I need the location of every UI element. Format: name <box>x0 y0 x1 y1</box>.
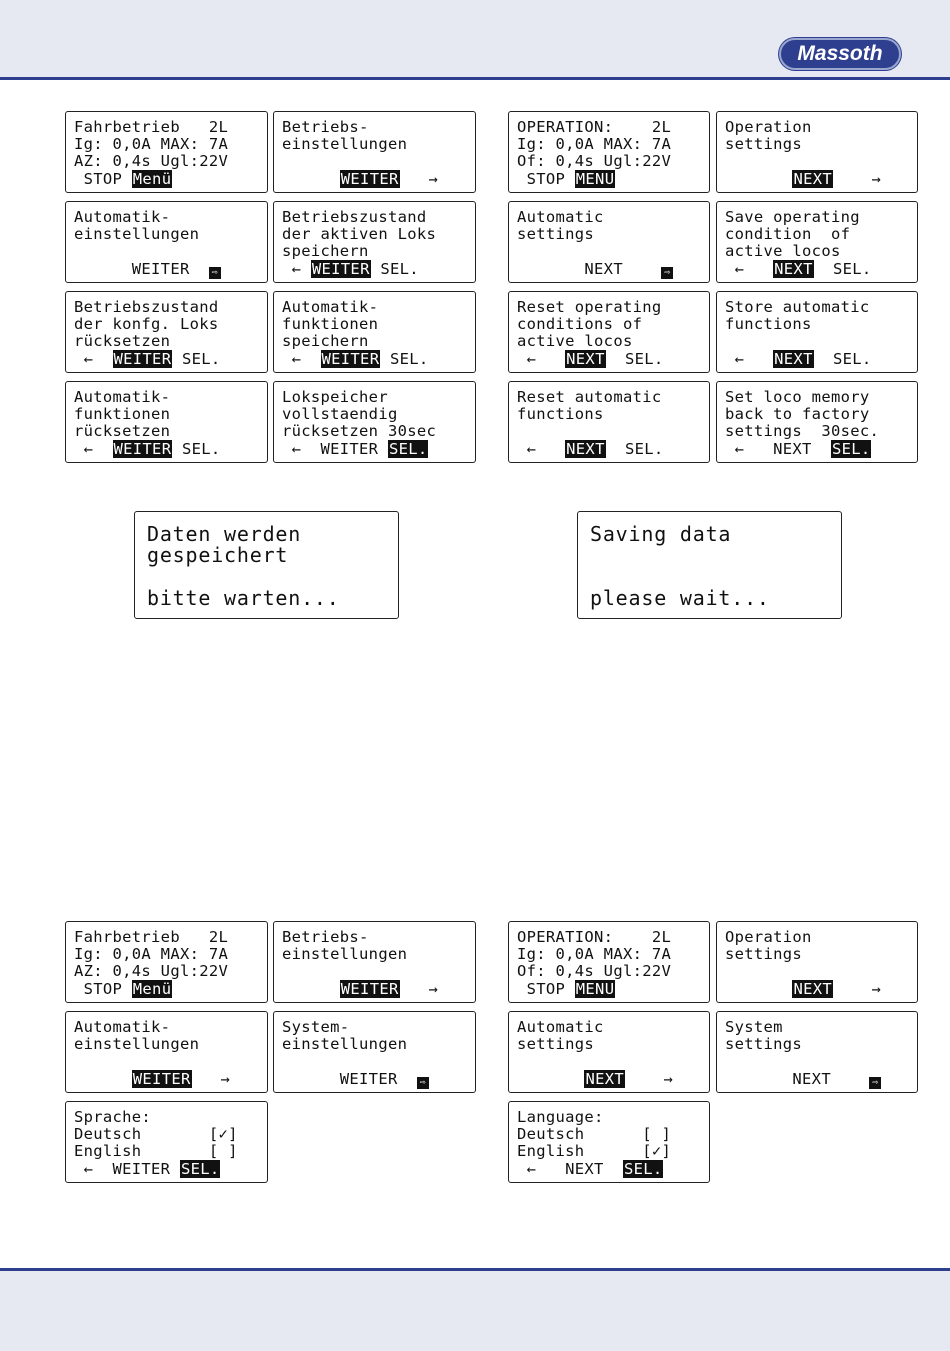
softkey-highlighted: WEITER <box>113 440 172 458</box>
screen-line-2: der konfg. Loks <box>74 315 219 333</box>
softkey-text: ← WEITER <box>74 1160 180 1178</box>
softkey-text <box>400 170 429 188</box>
softkey-text: STOP <box>74 170 132 188</box>
softkey-text <box>833 980 872 998</box>
screen-softkey-line <box>517 351 664 368</box>
enter-arrow-icon: ⇨ <box>417 1077 429 1089</box>
softkey-highlighted: NEXT <box>774 260 813 278</box>
screen-line-2: Deutsch [✓] <box>74 1125 238 1143</box>
bottom-right-screen <box>716 921 918 1003</box>
softkey-text: STOP <box>517 170 575 188</box>
softkey-highlighted: WEITER <box>132 1070 191 1088</box>
screen-softkey-line <box>282 351 429 368</box>
softkey-text: SEL. <box>813 260 872 278</box>
top-right-screen <box>716 201 918 283</box>
softkey-text: ← <box>725 260 774 278</box>
softkey-text: NEXT <box>517 260 662 278</box>
screen-softkey-line <box>282 1071 429 1089</box>
screen-line-1: Operation <box>725 118 812 136</box>
softkey-highlighted: SEL. <box>623 1160 663 1178</box>
softkey-text <box>74 1070 132 1088</box>
softkey-text: SEL. <box>172 350 221 368</box>
softkey-text: ← NEXT <box>517 1160 623 1178</box>
softkey-highlighted: WEITER <box>311 260 370 278</box>
top-left-screen <box>273 111 476 193</box>
screen-line-2: Ig: 0,0A MAX: 7A <box>74 135 229 153</box>
screen-line-1: Automatic <box>517 1018 604 1036</box>
screen-line-2: settings <box>725 945 803 963</box>
page-footer <box>0 1268 950 1351</box>
screen-line-3: English [✓] <box>517 1142 672 1160</box>
screen-line-2: einstellungen <box>74 1035 200 1053</box>
bottom-left-screen <box>65 921 268 1003</box>
screen-line-2: functions <box>517 405 604 423</box>
screen-line-1: Daten werden <box>147 522 302 546</box>
screen-line-2: einstellungen <box>282 945 408 963</box>
softkey-text: SEL. <box>380 350 429 368</box>
softkey-text: ← <box>725 350 774 368</box>
screen-line-2: back to factory <box>725 405 870 423</box>
screen-line-1: Sprache: <box>74 1108 152 1126</box>
screen-line-3: active locos <box>517 332 633 350</box>
screen-line-1: Betriebs- <box>282 118 369 136</box>
screen-softkey-line <box>725 351 872 368</box>
screen-line-3: active locos <box>725 242 841 260</box>
screen-line-1: System <box>725 1018 783 1036</box>
screen-softkey-line <box>517 261 673 279</box>
page-header <box>0 0 950 80</box>
softkey-highlighted: NEXT <box>793 980 832 998</box>
screen-line-2: funktionen <box>74 405 171 423</box>
softkey-highlighted: NEXT <box>566 440 605 458</box>
screen-line-3: AZ: 0,4s Ugl:22V <box>74 152 229 170</box>
softkey-text: ← <box>517 350 566 368</box>
screen-line-1: Fahrbetrieb 2L <box>74 118 229 136</box>
screen-line-2: vollstaendig <box>282 405 398 423</box>
screen-line-3: settings 30sec. <box>725 422 880 440</box>
top-left-screen <box>65 291 268 373</box>
saving-screen-en <box>577 511 842 619</box>
screen-line-2: einstellungen <box>282 1035 408 1053</box>
screen-softkey-line <box>517 981 615 998</box>
softkey-text: SEL. <box>605 350 664 368</box>
screen-line-2: Deutsch [ ] <box>517 1125 672 1143</box>
screen-line-2: settings <box>517 225 595 243</box>
softkey-highlighted: NEXT <box>585 1070 624 1088</box>
softkey-highlighted: WEITER <box>321 350 380 368</box>
softkey-text: ← <box>74 350 113 368</box>
arrow-right-icon: → <box>663 1070 674 1088</box>
arrow-right-icon: → <box>428 980 439 998</box>
screen-line-1: Lokspeicher <box>282 388 388 406</box>
arrow-right-icon: → <box>220 1070 231 1088</box>
screen-line-2: Ig: 0,0A MAX: 7A <box>74 945 229 963</box>
top-left-screen <box>65 201 268 283</box>
screen-line-2: settings <box>725 135 803 153</box>
softkey-text: ← WEITER <box>282 440 388 458</box>
top-right-screen <box>508 111 710 193</box>
softkey-text <box>282 170 340 188</box>
softkey-text <box>192 1070 221 1088</box>
screen-line-2: settings <box>517 1035 595 1053</box>
softkey-highlighted: Menü <box>132 980 172 998</box>
softkey-text <box>625 1070 664 1088</box>
softkey-text: STOP <box>517 980 575 998</box>
screen-line-1: Store automatic <box>725 298 870 316</box>
top-right-screen <box>508 381 710 463</box>
softkey-highlighted: WEITER <box>340 980 399 998</box>
screen-line-2: settings <box>725 1035 803 1053</box>
softkey-highlighted: WEITER <box>113 350 172 368</box>
softkey-highlighted: MENU <box>575 170 615 188</box>
screen-softkey-line <box>74 981 172 998</box>
softkey-text: STOP <box>74 980 132 998</box>
screen-softkey-line <box>74 351 221 368</box>
screen-softkey-line <box>74 171 172 188</box>
screen-line-1: Save operating <box>725 208 860 226</box>
top-right-screen <box>716 111 918 193</box>
screen-line-1: OPERATION: 2L <box>517 118 672 136</box>
screen-line-1: Saving data <box>590 522 732 546</box>
softkey-text <box>400 980 429 998</box>
softkey-text: ← NEXT <box>725 440 831 458</box>
screen-line-3: rücksetzen 30sec <box>282 422 437 440</box>
softkey-highlighted: NEXT <box>793 170 832 188</box>
arrow-right-icon: → <box>871 980 882 998</box>
screen-softkey-line <box>517 1071 673 1088</box>
screen-line-2: condition of <box>725 225 851 243</box>
screen-line-2: Ig: 0,0A MAX: 7A <box>517 945 672 963</box>
screen-line-1: Betriebs- <box>282 928 369 946</box>
screen-softkey-line <box>282 441 428 458</box>
top-right-screen <box>508 291 710 373</box>
screen-line-1: Operation <box>725 928 812 946</box>
screen-line-1: OPERATION: 2L <box>517 928 672 946</box>
screen-softkey-line <box>725 171 881 188</box>
bottom-right-screen <box>716 1011 918 1093</box>
top-left-screen <box>65 111 268 193</box>
softkey-text: SEL. <box>605 440 664 458</box>
top-left-screen <box>273 291 476 373</box>
screen-line-1: Language: <box>517 1108 604 1126</box>
bottom-left-screen <box>273 921 476 1003</box>
screen-line-2: einstellungen <box>74 225 200 243</box>
massoth-logo: Massoth <box>779 38 901 70</box>
bottom-right-screen <box>508 1101 710 1183</box>
screen-line-1: Betriebszustand <box>282 208 427 226</box>
arrow-right-icon: → <box>428 170 439 188</box>
softkey-text: ← <box>282 350 321 368</box>
softkey-highlighted: Menü <box>132 170 172 188</box>
top-left-screen <box>273 381 476 463</box>
softkey-highlighted: NEXT <box>774 350 813 368</box>
softkey-text: ← <box>282 260 311 278</box>
screen-line-1: Reset automatic <box>517 388 662 406</box>
screen-softkey-line <box>282 261 419 278</box>
screen-softkey-line <box>74 1161 220 1178</box>
screen-softkey-line <box>74 261 221 279</box>
screen-line-3: speichern <box>282 242 369 260</box>
screen-softkey-line <box>517 441 664 458</box>
bottom-left-screen <box>65 1101 268 1183</box>
screen-softkey-line <box>517 1161 663 1178</box>
bottom-left-screen <box>65 1011 268 1093</box>
softkey-highlighted: NEXT <box>566 350 605 368</box>
softkey-highlighted: SEL. <box>831 440 871 458</box>
softkey-highlighted: SEL. <box>388 440 428 458</box>
screen-softkey-line <box>725 441 871 458</box>
screen-line-1: Automatik- <box>74 388 171 406</box>
screen-line-2: conditions of <box>517 315 643 333</box>
top-right-screen <box>716 381 918 463</box>
bottom-right-screen <box>508 921 710 1003</box>
screen-line-1: Reset operating <box>517 298 662 316</box>
softkey-text: ← <box>74 440 113 458</box>
arrow-right-icon: → <box>871 170 882 188</box>
screen-line-2: Ig: 0,0A MAX: 7A <box>517 135 672 153</box>
softkey-text: WEITER <box>282 1070 417 1088</box>
screen-line-4: please wait... <box>590 586 770 610</box>
screen-line-1: Betriebszustand <box>74 298 219 316</box>
enter-arrow-icon: ⇨ <box>869 1077 881 1089</box>
top-left-screen <box>65 381 268 463</box>
screen-line-1: Automatik- <box>74 1018 171 1036</box>
screen-line-3: speichern <box>282 332 369 350</box>
screen-line-2: einstellungen <box>282 135 408 153</box>
saving-screen-de <box>134 511 399 619</box>
softkey-text <box>725 980 792 998</box>
softkey-text <box>725 170 792 188</box>
bottom-left-screen <box>273 1011 476 1093</box>
screen-softkey-line <box>282 171 438 188</box>
enter-arrow-icon: ⇨ <box>661 267 673 279</box>
screen-line-3: Of: 0,4s Ugl:22V <box>517 152 672 170</box>
top-left-screen <box>273 201 476 283</box>
enter-arrow-icon: ⇨ <box>209 267 221 279</box>
screen-line-1: Fahrbetrieb 2L <box>74 928 229 946</box>
screen-line-1: Automatik- <box>74 208 171 226</box>
softkey-highlighted: MENU <box>575 980 615 998</box>
screen-line-1: System- <box>282 1018 350 1036</box>
screen-line-3: rücksetzen <box>74 332 171 350</box>
screen-line-1: Automatik- <box>282 298 379 316</box>
softkey-text <box>517 1070 584 1088</box>
softkey-text: SEL. <box>370 260 419 278</box>
softkey-highlighted: WEITER <box>340 170 399 188</box>
screen-line-3: English [ ] <box>74 1142 238 1160</box>
screen-softkey-line <box>725 981 881 998</box>
screen-softkey-line <box>517 171 615 188</box>
screen-line-2: functions <box>725 315 812 333</box>
softkey-text: ← <box>517 440 566 458</box>
softkey-text: SEL. <box>172 440 221 458</box>
screen-line-3: AZ: 0,4s Ugl:22V <box>74 962 229 980</box>
screen-line-3: rücksetzen <box>74 422 171 440</box>
top-right-screen <box>716 291 918 373</box>
softkey-text <box>282 980 340 998</box>
screen-line-1: Automatic <box>517 208 604 226</box>
softkey-text: SEL. <box>813 350 872 368</box>
screen-softkey-line <box>74 1071 230 1088</box>
softkey-text: NEXT <box>725 1070 870 1088</box>
screen-line-2: funktionen <box>282 315 379 333</box>
screen-line-2: der aktiven Loks <box>282 225 437 243</box>
screen-softkey-line <box>282 981 438 998</box>
bottom-right-screen <box>508 1011 710 1093</box>
screen-softkey-line <box>725 1071 881 1089</box>
softkey-text: WEITER <box>74 260 209 278</box>
screen-softkey-line <box>725 261 872 278</box>
screen-line-3: Of: 0,4s Ugl:22V <box>517 962 672 980</box>
top-right-screen <box>508 201 710 283</box>
softkey-highlighted: SEL. <box>180 1160 220 1178</box>
screen-line-4: bitte warten... <box>147 586 340 610</box>
screen-line-2: gespeichert <box>147 543 289 567</box>
screen-line-1: Set loco memory <box>725 388 870 406</box>
softkey-text <box>833 170 872 188</box>
screen-softkey-line <box>74 441 221 458</box>
